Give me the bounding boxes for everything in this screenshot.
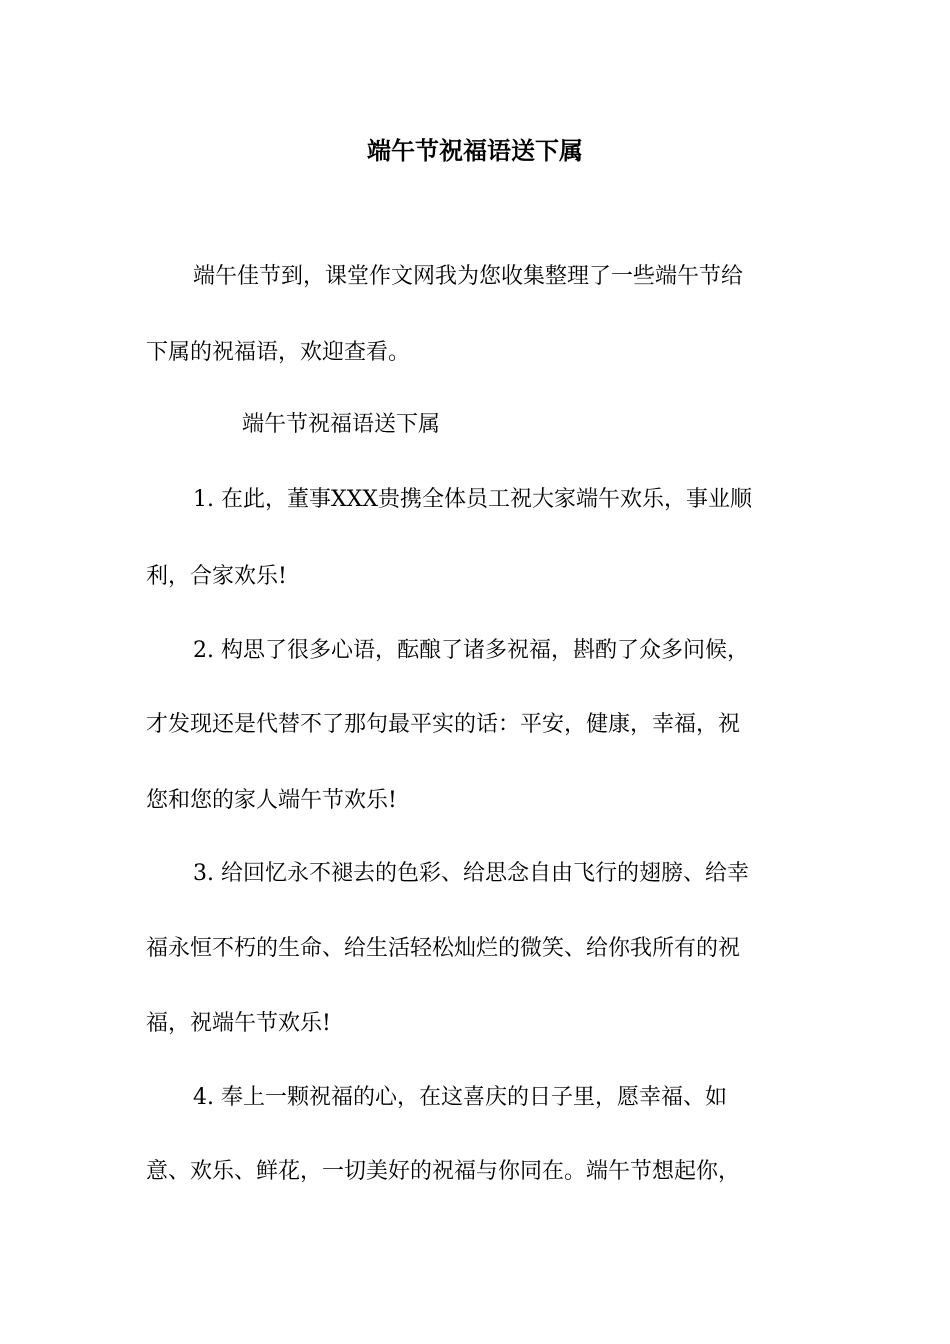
document-title: 端午节祝福语送下属	[367, 136, 583, 165]
item-4-line-1: 4. 奉上一颗祝福的心，在这喜庆的日子里，愿幸福、如	[193, 1085, 727, 1110]
item-1-line-1: 1. 在此，董事XXX贵携全体员工祝大家端午欢乐，事业顺	[193, 487, 752, 512]
item-3-line-3: 福，祝端午节欢乐!	[146, 1011, 331, 1036]
item-2-line-3: 您和您的家人端午节欢乐!	[146, 788, 397, 813]
item-3-line-1: 3. 给回忆永不褪去的色彩、给思念自由飞行的翅膀、给幸	[193, 861, 749, 886]
intro-line-1: 端午佳节到，课堂作文网我为您收集整理了一些端午节给	[193, 264, 744, 289]
item-2-line-2: 才发现还是代替不了那句最平实的话：平安，健康，幸福，祝	[146, 712, 741, 737]
item-1-line-2: 利，合家欢乐!	[146, 564, 287, 589]
item-2-line-1: 2. 构思了很多心语，酝酿了诸多祝福，斟酌了众多问候，	[193, 638, 749, 663]
item-4-line-2: 意、欢乐、鲜花，一切美好的祝福与你同在。端午节想起你，	[146, 1159, 741, 1184]
section-subtitle: 端午节祝福语送下属	[242, 412, 441, 437]
item-3-line-2: 福永恒不朽的生命、给生活轻松灿烂的微笑、给你我所有的祝	[146, 936, 741, 961]
intro-line-2: 下属的祝福语，欢迎查看。	[146, 340, 411, 365]
